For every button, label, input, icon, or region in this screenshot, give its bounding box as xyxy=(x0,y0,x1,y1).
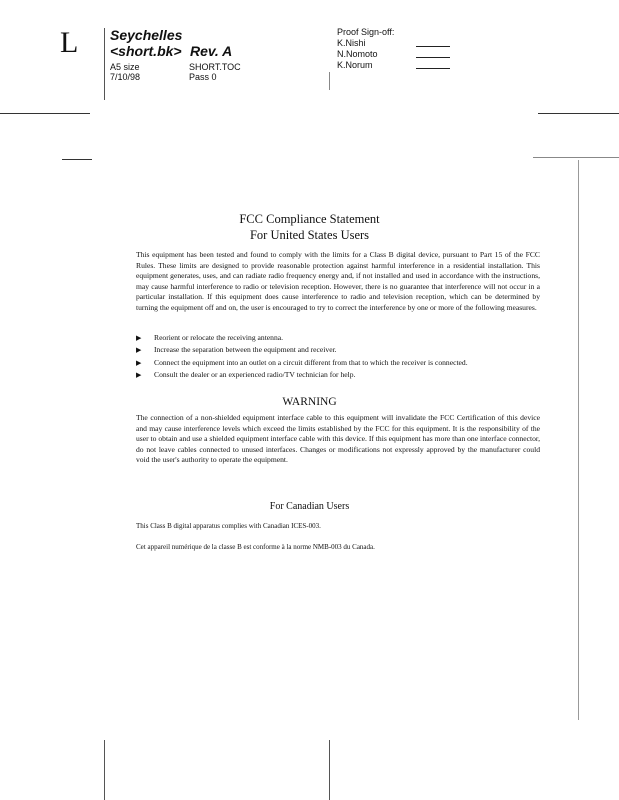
list-item: ▶ Increase the separation between the equipment and receiver. xyxy=(136,344,556,356)
book-title: Seychelles xyxy=(110,27,183,43)
page-size: A5 size xyxy=(110,62,140,72)
bullet-icon: ▶ xyxy=(136,346,142,355)
trim-mark-right xyxy=(533,157,619,158)
measures-list xyxy=(136,332,556,382)
canada-french-statement: Cet appareil numérique de la classe B est conforme à la norme NMB-003 du Canada. xyxy=(136,543,375,551)
fold-mark-top xyxy=(329,72,330,90)
page-subtitle: For United States Users xyxy=(249,228,370,242)
source-file: SHORT.TOC xyxy=(189,62,241,72)
fold-mark-bottom xyxy=(329,740,330,800)
book-file: <short.bk> xyxy=(110,43,182,59)
proofer-3: K.Norum xyxy=(337,60,373,70)
page-letter: L xyxy=(60,26,79,59)
list-item: ▶ Reorient or relocate the receiving antenna. xyxy=(136,332,556,344)
warning-heading: WARNING xyxy=(282,396,337,408)
page-title: FCC Compliance Statement xyxy=(239,212,380,226)
proof-label: Proof Sign-off: xyxy=(337,27,395,37)
canada-heading: For Canadian Users xyxy=(269,501,350,512)
signature-line-3 xyxy=(416,68,450,69)
list-item: ▶ Consult the dealer or an experienced radio/TV technician for help. xyxy=(136,369,556,381)
crop-mark-top-left xyxy=(0,113,90,114)
intro-paragraph: This equipment has been tested and found to comply with the limits for a Class B digital device, pursuant to Part 15 of the FCC Rules. These limits are designed to provide reasonable protection against harmful interference in a residential installation. This equipment generates, uses, and can radiate radio frequency energy and, if not installed and used in accordance with the instructions, may cause harmful interference to radio or television reception. However, there is no guarantee that interference will not occur in a particular installation. If this equipment does cause interference to radio and television reception, which can be determined by turning the equipment off and on, the user is encouraged to try to correct the interference by one or more of the following measures. xyxy=(136,250,540,312)
list-item: ▶ Connect the equipment into an outlet on a circuit different from that to which the receiver is connected. xyxy=(136,357,556,369)
trim-line-right xyxy=(578,160,579,720)
signature-line-1 xyxy=(416,46,450,47)
proofer-2: N.Nomoto xyxy=(337,49,378,59)
proofer-1: K.Nishi xyxy=(337,38,366,48)
trim-mark-left xyxy=(62,159,92,160)
bullet-icon: ▶ xyxy=(136,358,142,367)
date: 7/10/98 xyxy=(110,72,141,82)
bullet-icon: ▶ xyxy=(136,371,142,380)
pass-number: Pass 0 xyxy=(189,72,217,82)
warning-paragraph: The connection of a non-shielded equipment interface cable to this equipment will invalidate the FCC Certification of this device and may cause interference levels which exceed the limits established by the FCC for this equipment. It is the responsibility of the user to obtain and use a shielded equipment interface cable with this device. If this equipment has more than one interface connector, do not leave cables connected to unused interfaces. Changes or modifications not expressly approved by the manufacturer could void the user's authority to operate the equipment. xyxy=(136,413,540,465)
signature-line-2 xyxy=(416,57,450,58)
revision-label: Rev. A xyxy=(190,43,233,59)
header-divider-left xyxy=(104,28,105,100)
crop-mark-bottom-left xyxy=(104,740,105,800)
canada-english-statement: This Class B digital apparatus complies with Canadian ICES-003. xyxy=(136,522,321,530)
proof-signoff xyxy=(337,27,394,71)
crop-mark-top-right xyxy=(538,113,619,114)
bullet-icon: ▶ xyxy=(136,334,142,342)
